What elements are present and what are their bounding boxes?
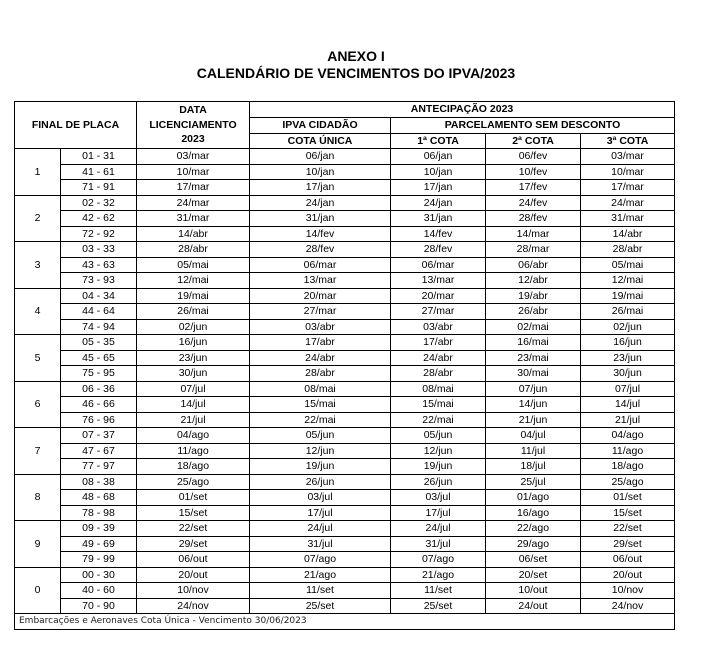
cota3-date: 24/mar bbox=[581, 195, 675, 211]
cota-unica-date: 19/jun bbox=[250, 459, 391, 475]
cota3-date: 12/mai bbox=[581, 273, 675, 289]
cota3-date: 10/nov bbox=[581, 583, 675, 599]
plate-range: 04 - 34 bbox=[61, 288, 137, 304]
cota-unica-date: 17/jan bbox=[250, 180, 391, 196]
cota-unica-date: 25/set bbox=[250, 598, 391, 614]
table-row bbox=[15, 381, 675, 397]
licenciamento-date: 16/jun bbox=[137, 335, 250, 351]
cota-unica-date: 28/abr bbox=[250, 366, 391, 382]
cota1-date: 28/abr bbox=[391, 366, 486, 382]
cota1-date: 07/ago bbox=[391, 552, 486, 568]
licenciamento-date: 31/mar bbox=[137, 211, 250, 227]
table-row bbox=[15, 226, 675, 242]
table-row bbox=[15, 598, 675, 614]
cota1-date: 05/jun bbox=[391, 428, 486, 444]
cota1-date: 13/mar bbox=[391, 273, 486, 289]
cota1-date: 11/set bbox=[391, 583, 486, 599]
plate-range: 74 - 94 bbox=[61, 319, 137, 335]
plate-range: 79 - 99 bbox=[61, 552, 137, 568]
cota1-date: 08/mai bbox=[391, 381, 486, 397]
cota3-date: 06/out bbox=[581, 552, 675, 568]
cota-unica-date: 05/jun bbox=[250, 428, 391, 444]
cota3-date: 14/abr bbox=[581, 226, 675, 242]
cota1-date: 24/abr bbox=[391, 350, 486, 366]
licenciamento-date: 25/ago bbox=[137, 474, 250, 490]
cota3-date: 14/jul bbox=[581, 397, 675, 413]
licenciamento-date: 03/mar bbox=[137, 149, 250, 165]
header-parcelamento: PARCELAMENTO SEM DESCONTO bbox=[391, 118, 675, 134]
calendar-body bbox=[15, 149, 675, 614]
table-row bbox=[15, 552, 675, 568]
table-row bbox=[15, 195, 675, 211]
licenciamento-date: 17/mar bbox=[137, 180, 250, 196]
table-row bbox=[15, 288, 675, 304]
final-digit: 9 bbox=[15, 521, 61, 568]
header-antecipacao: ANTECIPAÇÃO 2023 bbox=[250, 102, 675, 118]
table-row bbox=[15, 149, 675, 165]
cota3-date: 25/ago bbox=[581, 474, 675, 490]
cota2-date: 11/jul bbox=[486, 443, 581, 459]
cota2-date: 10/out bbox=[486, 583, 581, 599]
plate-range: 70 - 90 bbox=[61, 598, 137, 614]
licenciamento-date: 05/mai bbox=[137, 257, 250, 273]
table-row bbox=[15, 273, 675, 289]
final-digit: 3 bbox=[15, 242, 61, 289]
table-row bbox=[15, 521, 675, 537]
licenciamento-date: 20/out bbox=[137, 567, 250, 583]
cota2-date: 06/abr bbox=[486, 257, 581, 273]
plate-range: 47 - 67 bbox=[61, 443, 137, 459]
cota3-date: 18/ago bbox=[581, 459, 675, 475]
cota3-date: 01/set bbox=[581, 490, 675, 506]
plate-range: 00 - 30 bbox=[61, 567, 137, 583]
cota-unica-date: 28/fev bbox=[250, 242, 391, 258]
cota-unica-date: 08/mai bbox=[250, 381, 391, 397]
licenciamento-date: 19/mai bbox=[137, 288, 250, 304]
cota2-date: 26/abr bbox=[486, 304, 581, 320]
licenciamento-date: 29/set bbox=[137, 536, 250, 552]
licenciamento-date: 07/jul bbox=[137, 381, 250, 397]
cota1-date: 25/set bbox=[391, 598, 486, 614]
cota3-date: 22/set bbox=[581, 521, 675, 537]
cota1-date: 12/jun bbox=[391, 443, 486, 459]
cota-unica-date: 21/ago bbox=[250, 567, 391, 583]
final-digit: 8 bbox=[15, 474, 61, 521]
cota3-date: 03/mar bbox=[581, 149, 675, 165]
licenciamento-date: 06/out bbox=[137, 552, 250, 568]
cota1-date: 03/abr bbox=[391, 319, 486, 335]
cota1-date: 31/jan bbox=[391, 211, 486, 227]
cota1-date: 20/mar bbox=[391, 288, 486, 304]
licenciamento-date: 14/abr bbox=[137, 226, 250, 242]
licenciamento-date: 04/ago bbox=[137, 428, 250, 444]
cota3-date: 11/ago bbox=[581, 443, 675, 459]
final-digit: 5 bbox=[15, 335, 61, 382]
cota3-date: 29/set bbox=[581, 536, 675, 552]
plate-range: 07 - 37 bbox=[61, 428, 137, 444]
cota1-date: 28/fev bbox=[391, 242, 486, 258]
licenciamento-date: 21/jul bbox=[137, 412, 250, 428]
header-data-line2: LICENCIAMENTO bbox=[149, 118, 237, 131]
cota2-date: 14/mar bbox=[486, 226, 581, 242]
document-title-block bbox=[0, 48, 712, 82]
table-row bbox=[15, 335, 675, 351]
licenciamento-date: 10/nov bbox=[137, 583, 250, 599]
cota2-date: 25/jul bbox=[486, 474, 581, 490]
cota3-date: 31/mar bbox=[581, 211, 675, 227]
cota3-date: 10/mar bbox=[581, 164, 675, 180]
table-row bbox=[15, 490, 675, 506]
plate-range: 06 - 36 bbox=[61, 381, 137, 397]
calendar-title: CALENDÁRIO DE VENCIMENTOS DO IPVA/2023 bbox=[196, 65, 516, 81]
cota2-date: 01/ago bbox=[486, 490, 581, 506]
cota-unica-date: 27/mar bbox=[250, 304, 391, 320]
licenciamento-date: 14/jul bbox=[137, 397, 250, 413]
licenciamento-date: 01/set bbox=[137, 490, 250, 506]
plate-range: 75 - 95 bbox=[61, 366, 137, 382]
cota1-date: 17/jan bbox=[391, 180, 486, 196]
cota-unica-date: 22/mai bbox=[250, 412, 391, 428]
ipva-calendar-table bbox=[14, 101, 675, 630]
footer-note: Embarcações e Aeronaves Cota Única - Vencimento 30/06/2023 bbox=[15, 614, 675, 630]
cota2-date: 19/abr bbox=[486, 288, 581, 304]
final-digit: 4 bbox=[15, 288, 61, 335]
cota1-date: 06/mar bbox=[391, 257, 486, 273]
plate-range: 40 - 60 bbox=[61, 583, 137, 599]
table-row bbox=[15, 242, 675, 258]
plate-range: 43 - 63 bbox=[61, 257, 137, 273]
plate-range: 09 - 39 bbox=[61, 521, 137, 537]
header-cota3: 3ª COTA bbox=[581, 133, 675, 149]
cota-unica-date: 07/ago bbox=[250, 552, 391, 568]
header-cota2: 2ª COTA bbox=[486, 133, 581, 149]
licenciamento-date: 10/mar bbox=[137, 164, 250, 180]
plate-range: 05 - 35 bbox=[61, 335, 137, 351]
licenciamento-date: 02/jun bbox=[137, 319, 250, 335]
cota3-date: 19/mai bbox=[581, 288, 675, 304]
cota-unica-date: 14/fev bbox=[250, 226, 391, 242]
cota1-date: 31/jul bbox=[391, 536, 486, 552]
cota-unica-date: 11/set bbox=[250, 583, 391, 599]
plate-range: 42 - 62 bbox=[61, 211, 137, 227]
table-row bbox=[15, 350, 675, 366]
licenciamento-date: 24/nov bbox=[137, 598, 250, 614]
cota2-date: 30/mai bbox=[486, 366, 581, 382]
table-row bbox=[15, 459, 675, 475]
header-data-licenciamento bbox=[137, 102, 250, 149]
cota-unica-date: 06/mar bbox=[250, 257, 391, 273]
plate-range: 46 - 66 bbox=[61, 397, 137, 413]
cota-unica-date: 26/jun bbox=[250, 474, 391, 490]
cota-unica-date: 24/jul bbox=[250, 521, 391, 537]
table-row bbox=[15, 180, 675, 196]
cota1-date: 17/jul bbox=[391, 505, 486, 521]
table-row bbox=[15, 474, 675, 490]
plate-range: 02 - 32 bbox=[61, 195, 137, 211]
cota2-date: 29/ago bbox=[486, 536, 581, 552]
cota3-date: 20/out bbox=[581, 567, 675, 583]
cota-unica-date: 15/mai bbox=[250, 397, 391, 413]
cota2-date: 18/jul bbox=[486, 459, 581, 475]
cota2-date: 20/set bbox=[486, 567, 581, 583]
table-row bbox=[15, 304, 675, 320]
cota-unica-date: 03/jul bbox=[250, 490, 391, 506]
cota1-date: 19/jun bbox=[391, 459, 486, 475]
cota1-date: 21/ago bbox=[391, 567, 486, 583]
cota2-date: 06/set bbox=[486, 552, 581, 568]
cota2-date: 16/mai bbox=[486, 335, 581, 351]
header-cota-unica: COTA ÚNICA bbox=[250, 133, 391, 149]
table-row bbox=[15, 567, 675, 583]
table-row bbox=[15, 583, 675, 599]
cota1-date: 10/jan bbox=[391, 164, 486, 180]
plate-range: 76 - 96 bbox=[61, 412, 137, 428]
cota1-date: 06/jan bbox=[391, 149, 486, 165]
table-row bbox=[15, 319, 675, 335]
cota2-date: 06/fev bbox=[486, 149, 581, 165]
cota-unica-date: 03/abr bbox=[250, 319, 391, 335]
cota-unica-date: 10/jan bbox=[250, 164, 391, 180]
cota2-date: 24/out bbox=[486, 598, 581, 614]
cota2-date: 12/abr bbox=[486, 273, 581, 289]
cota-unica-date: 24/abr bbox=[250, 350, 391, 366]
cota2-date: 04/jul bbox=[486, 428, 581, 444]
cota2-date: 28/fev bbox=[486, 211, 581, 227]
cota3-date: 15/set bbox=[581, 505, 675, 521]
plate-range: 03 - 33 bbox=[61, 242, 137, 258]
final-digit: 0 bbox=[15, 567, 61, 614]
licenciamento-date: 24/mar bbox=[137, 195, 250, 211]
cota1-date: 26/jun bbox=[391, 474, 486, 490]
licenciamento-date: 28/abr bbox=[137, 242, 250, 258]
header-ipva-cidadao: IPVA CIDADÃO bbox=[250, 118, 391, 134]
cota3-date: 05/mai bbox=[581, 257, 675, 273]
plate-range: 77 - 97 bbox=[61, 459, 137, 475]
cota1-date: 03/jul bbox=[391, 490, 486, 506]
cota-unica-date: 31/jul bbox=[250, 536, 391, 552]
cota-unica-date: 06/jan bbox=[250, 149, 391, 165]
cota3-date: 04/ago bbox=[581, 428, 675, 444]
licenciamento-date: 11/ago bbox=[137, 443, 250, 459]
cota-unica-date: 17/abr bbox=[250, 335, 391, 351]
licenciamento-date: 15/set bbox=[137, 505, 250, 521]
cota3-date: 24/nov bbox=[581, 598, 675, 614]
plate-range: 01 - 31 bbox=[61, 149, 137, 165]
final-digit: 6 bbox=[15, 381, 61, 428]
cota3-date: 07/jul bbox=[581, 381, 675, 397]
cota2-date: 16/ago bbox=[486, 505, 581, 521]
table-row bbox=[15, 366, 675, 382]
table-row bbox=[15, 536, 675, 552]
cota2-date: 17/fev bbox=[486, 180, 581, 196]
cota3-date: 28/abr bbox=[581, 242, 675, 258]
cota3-date: 26/mai bbox=[581, 304, 675, 320]
header-data-line3: 2023 bbox=[181, 133, 205, 146]
cota-unica-date: 24/jan bbox=[250, 195, 391, 211]
licenciamento-date: 12/mai bbox=[137, 273, 250, 289]
table-row bbox=[15, 397, 675, 413]
cota1-date: 22/mai bbox=[391, 412, 486, 428]
plate-range: 71 - 91 bbox=[61, 180, 137, 196]
table-row bbox=[15, 257, 675, 273]
cota3-date: 16/jun bbox=[581, 335, 675, 351]
cota-unica-date: 12/jun bbox=[250, 443, 391, 459]
annex-title: ANEXO I bbox=[327, 48, 385, 64]
plate-range: 49 - 69 bbox=[61, 536, 137, 552]
cota1-date: 17/abr bbox=[391, 335, 486, 351]
licenciamento-date: 18/ago bbox=[137, 459, 250, 475]
cota-unica-date: 17/jul bbox=[250, 505, 391, 521]
table-row bbox=[15, 211, 675, 227]
plate-range: 45 - 65 bbox=[61, 350, 137, 366]
cota2-date: 28/mar bbox=[486, 242, 581, 258]
cota3-date: 30/jun bbox=[581, 366, 675, 382]
final-digit: 2 bbox=[15, 195, 61, 242]
header-final-placa: FINAL DE PLACA bbox=[15, 102, 137, 149]
cota2-date: 07/jun bbox=[486, 381, 581, 397]
cota2-date: 14/jun bbox=[486, 397, 581, 413]
table-row bbox=[15, 428, 675, 444]
cota3-date: 21/jul bbox=[581, 412, 675, 428]
plate-range: 48 - 68 bbox=[61, 490, 137, 506]
final-digit: 7 bbox=[15, 428, 61, 475]
cota2-date: 21/jun bbox=[486, 412, 581, 428]
plate-range: 78 - 98 bbox=[61, 505, 137, 521]
cota2-date: 02/mai bbox=[486, 319, 581, 335]
table-row bbox=[15, 505, 675, 521]
cota1-date: 27/mar bbox=[391, 304, 486, 320]
licenciamento-date: 30/jun bbox=[137, 366, 250, 382]
plate-range: 72 - 92 bbox=[61, 226, 137, 242]
cota3-date: 17/mar bbox=[581, 180, 675, 196]
header-data-line1: DATA bbox=[179, 104, 207, 117]
header-cota1: 1ª COTA bbox=[391, 133, 486, 149]
cota3-date: 02/jun bbox=[581, 319, 675, 335]
licenciamento-date: 22/set bbox=[137, 521, 250, 537]
table-row bbox=[15, 164, 675, 180]
cota-unica-date: 13/mar bbox=[250, 273, 391, 289]
plate-range: 73 - 93 bbox=[61, 273, 137, 289]
final-digit: 1 bbox=[15, 149, 61, 196]
cota1-date: 24/jul bbox=[391, 521, 486, 537]
plate-range: 41 - 61 bbox=[61, 164, 137, 180]
table-row bbox=[15, 443, 675, 459]
cota2-date: 22/ago bbox=[486, 521, 581, 537]
cota1-date: 24/jan bbox=[391, 195, 486, 211]
licenciamento-date: 23/jun bbox=[137, 350, 250, 366]
cota-unica-date: 20/mar bbox=[250, 288, 391, 304]
table-row bbox=[15, 412, 675, 428]
licenciamento-date: 26/mai bbox=[137, 304, 250, 320]
plate-range: 08 - 38 bbox=[61, 474, 137, 490]
plate-range: 44 - 64 bbox=[61, 304, 137, 320]
cota1-date: 15/mai bbox=[391, 397, 486, 413]
cota-unica-date: 31/jan bbox=[250, 211, 391, 227]
cota1-date: 14/fev bbox=[391, 226, 486, 242]
cota2-date: 10/fev bbox=[486, 164, 581, 180]
cota2-date: 23/mai bbox=[486, 350, 581, 366]
cota2-date: 24/fev bbox=[486, 195, 581, 211]
cota3-date: 23/jun bbox=[581, 350, 675, 366]
